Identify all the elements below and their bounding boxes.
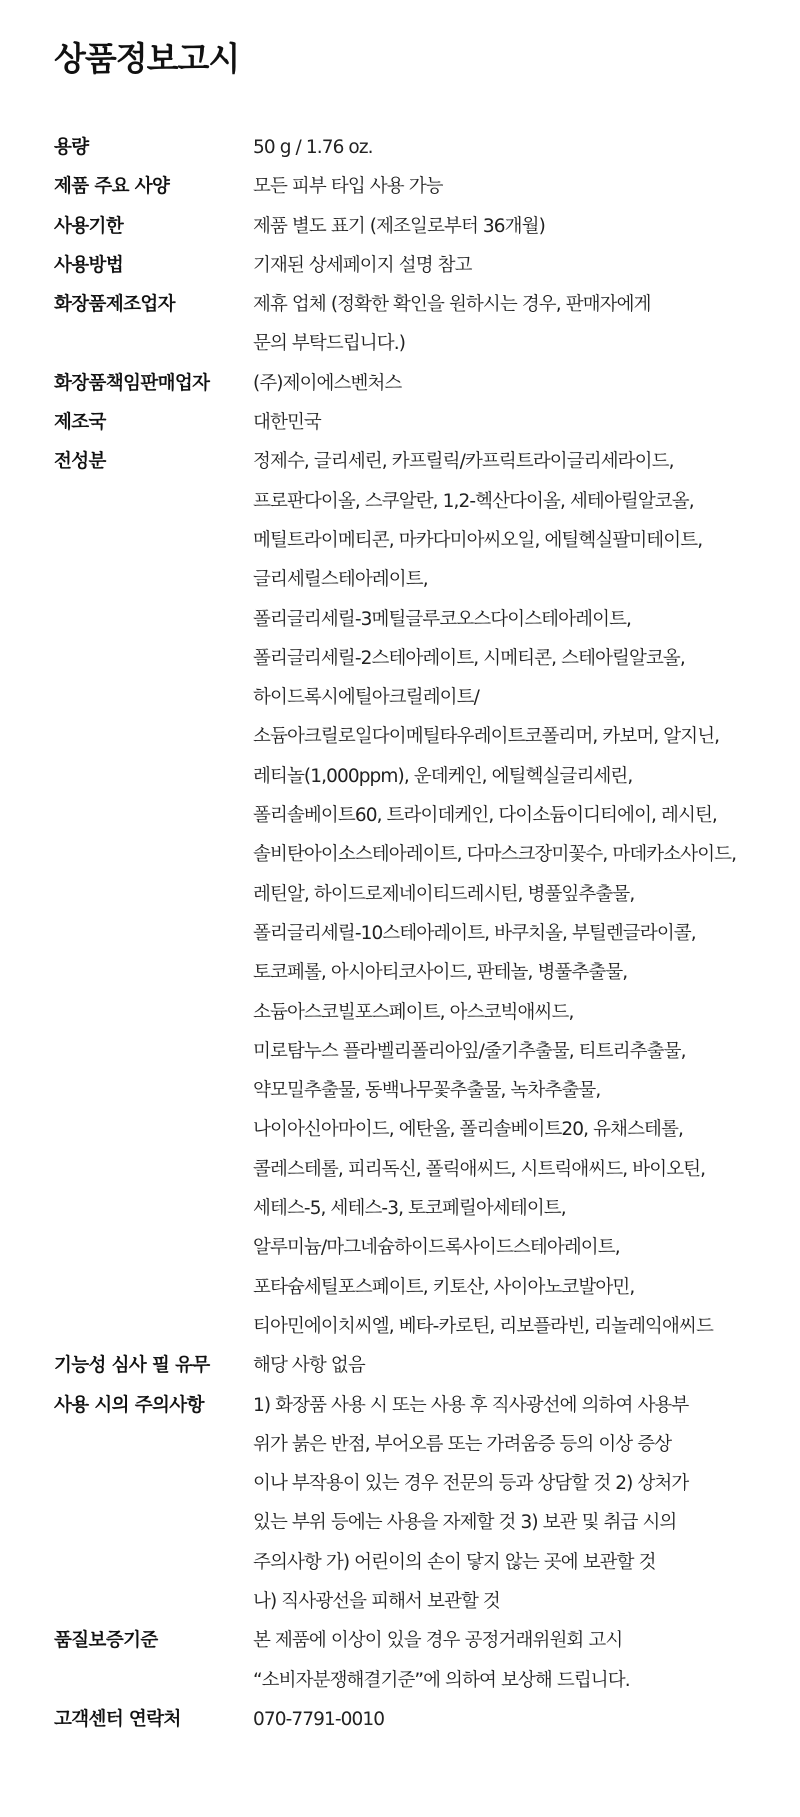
info-label: 제조국 [54, 412, 106, 434]
info-value-line: 정제수, 글리세린, 카프릴릭/카프릭트라이글리세라이드, [253, 451, 674, 473]
info-value [253, 167, 784, 206]
info-value-line: 1) 화장품 사용 시 또는 사용 후 직사광선에 의하여 사용부 [253, 1394, 689, 1416]
page-title: 상품정보고시 [54, 39, 240, 78]
info-row [54, 364, 784, 403]
info-value [253, 442, 784, 1346]
info-row [54, 1700, 784, 1739]
info-value [253, 285, 784, 364]
info-value-line: 모든 피부 타입 사용 가능 [253, 176, 443, 198]
info-value-line: 제품 별도 표기 (제조일로부터 36개월) [253, 215, 545, 237]
info-value-line: 폴리글리세릴-3메틸글루코오스다이스테아레이트, [253, 608, 632, 630]
info-row [54, 1386, 784, 1622]
info-value-line: 알루미늄/마그네슘하이드록사이드스테아레이트, [253, 1237, 620, 1259]
info-value-line: 50 g / 1.76 oz. [253, 137, 373, 158]
info-value-line: 티아민에이치씨엘, 베타-카로틴, 리보플라빈, 리놀레익애씨드 [253, 1315, 713, 1337]
info-value-line: 이나 부작용이 있는 경우 전문의 등과 상담할 것 2) 상처가 [253, 1473, 689, 1495]
info-value-line: 토코페롤, 아시아티코사이드, 판테놀, 병풀추출물, [253, 962, 628, 984]
info-value [253, 128, 784, 167]
info-value [253, 403, 784, 442]
info-value [253, 1386, 784, 1622]
info-value-line: 070-7791-0010 [253, 1708, 385, 1730]
info-row [54, 207, 784, 246]
info-row [54, 167, 784, 206]
info-value-line: 솔비탄아이소스테아레이트, 다마스크장미꽃수, 마데카소사이드, [253, 844, 737, 866]
info-value-line: 레틴알, 하이드로제네이티드레시틴, 병풀잎추출물, [253, 883, 635, 905]
info-row [54, 442, 784, 1346]
info-row [54, 246, 784, 285]
info-value-line: 있는 부위 등에는 사용을 자제할 것 3) 보관 및 취급 시의 [253, 1512, 677, 1534]
info-value-line: 위가 붉은 반점, 부어오름 또는 가려움증 등의 이상 증상 [253, 1433, 672, 1455]
info-value-line: 하이드록시에틸아크릴레이트/ [253, 687, 479, 709]
info-value-line: 나) 직사광선을 피해서 보관할 것 [253, 1590, 500, 1612]
info-value-line: 글리세릴스테아레이트, [253, 569, 428, 591]
info-row [54, 285, 784, 364]
info-value-line: 주의사항 가) 어린이의 손이 닿지 않는 곳에 보관할 것 [253, 1551, 656, 1573]
info-row [54, 1346, 784, 1385]
info-value-line: 폴리솔베이트60, 트라이데케인, 다이소듐이디티에이, 레시틴, [253, 805, 717, 827]
info-value [253, 246, 784, 285]
info-label: 제품 주요 사양 [54, 176, 170, 198]
info-table [54, 128, 784, 1739]
info-value-line: 폴리글리세릴-2스테아레이트, 시메티콘, 스테아릴알코올, [253, 647, 685, 669]
info-value-line: 포타슘세틸포스페이트, 키토산, 사이아노코발아민, [253, 1276, 635, 1298]
info-value [253, 1700, 784, 1739]
info-row [54, 128, 784, 167]
info-value-line: 프로판다이올, 스쿠알란, 1,2-헥산다이올, 세테아릴알코올, [253, 490, 694, 512]
info-label: 전성분 [54, 451, 106, 473]
info-label: 용량 [54, 137, 89, 158]
info-value-line: 메틸트라이메티콘, 마카다미아씨오일, 에틸헥실팔미테이트, [253, 529, 703, 551]
info-label: 품질보증기준 [54, 1630, 158, 1652]
info-value-line: “소비자분쟁해결기준”에 의하여 보상해 드립니다. [253, 1669, 630, 1691]
info-value [253, 364, 784, 403]
info-label: 화장품제조업자 [54, 294, 175, 316]
info-value-line: 문의 부탁드립니다.) [253, 333, 406, 355]
info-label: 화장품책임판매업자 [54, 372, 210, 394]
info-value-line: 세테스-5, 세테스-3, 토코페릴아세테이트, [253, 1198, 566, 1220]
info-value-line: 나이아신아마이드, 에탄올, 폴리솔베이트20, 유채스테롤, [253, 1119, 683, 1141]
info-label: 사용 시의 주의사항 [54, 1394, 204, 1416]
info-value [253, 1346, 784, 1385]
info-value-line: 대한민국 [253, 412, 321, 434]
info-label: 사용방법 [54, 254, 124, 276]
info-value-line: 미로탐누스 플라벨리폴리아잎/줄기추출물, 티트리추출물, [253, 1040, 686, 1062]
info-value-line: 본 제품에 이상이 있을 경우 공정거래위원회 고시 [253, 1630, 623, 1652]
info-value-line: 소듐아크릴로일다이메틸타우레이트코폴리머, 카보머, 알지닌, [253, 726, 720, 748]
info-value-line: (주)제이에스벤처스 [253, 372, 402, 394]
info-row [54, 1621, 784, 1700]
info-value [253, 207, 784, 246]
info-value-line: 해당 사항 없음 [253, 1355, 365, 1377]
info-value [253, 1621, 784, 1700]
info-value-line: 폴리글리세릴-10스테아레이트, 바쿠치올, 부틸렌글라이콜, [253, 922, 696, 944]
info-value-line: 기재된 상세페이지 설명 참고 [253, 254, 472, 276]
info-label: 사용기한 [54, 215, 124, 237]
info-value-line: 제휴 업체 (정확한 확인을 원하시는 경우, 판매자에게 [253, 294, 651, 316]
info-label: 기능성 심사 필 유무 [54, 1355, 210, 1377]
info-value-line: 콜레스테롤, 피리독신, 폴릭애씨드, 시트릭애씨드, 바이오틴, [253, 1158, 706, 1180]
info-row [54, 403, 784, 442]
info-value-line: 약모밀추출물, 동백나무꽃추출물, 녹차추출물, [253, 1080, 601, 1102]
info-value-line: 레티놀(1,000ppm), 운데케인, 에틸헥실글리세린, [253, 765, 633, 787]
info-label: 고객센터 연락처 [54, 1708, 181, 1730]
info-value-line: 소듐아스코빌포스페이트, 아스코빅애씨드, [253, 1001, 574, 1023]
